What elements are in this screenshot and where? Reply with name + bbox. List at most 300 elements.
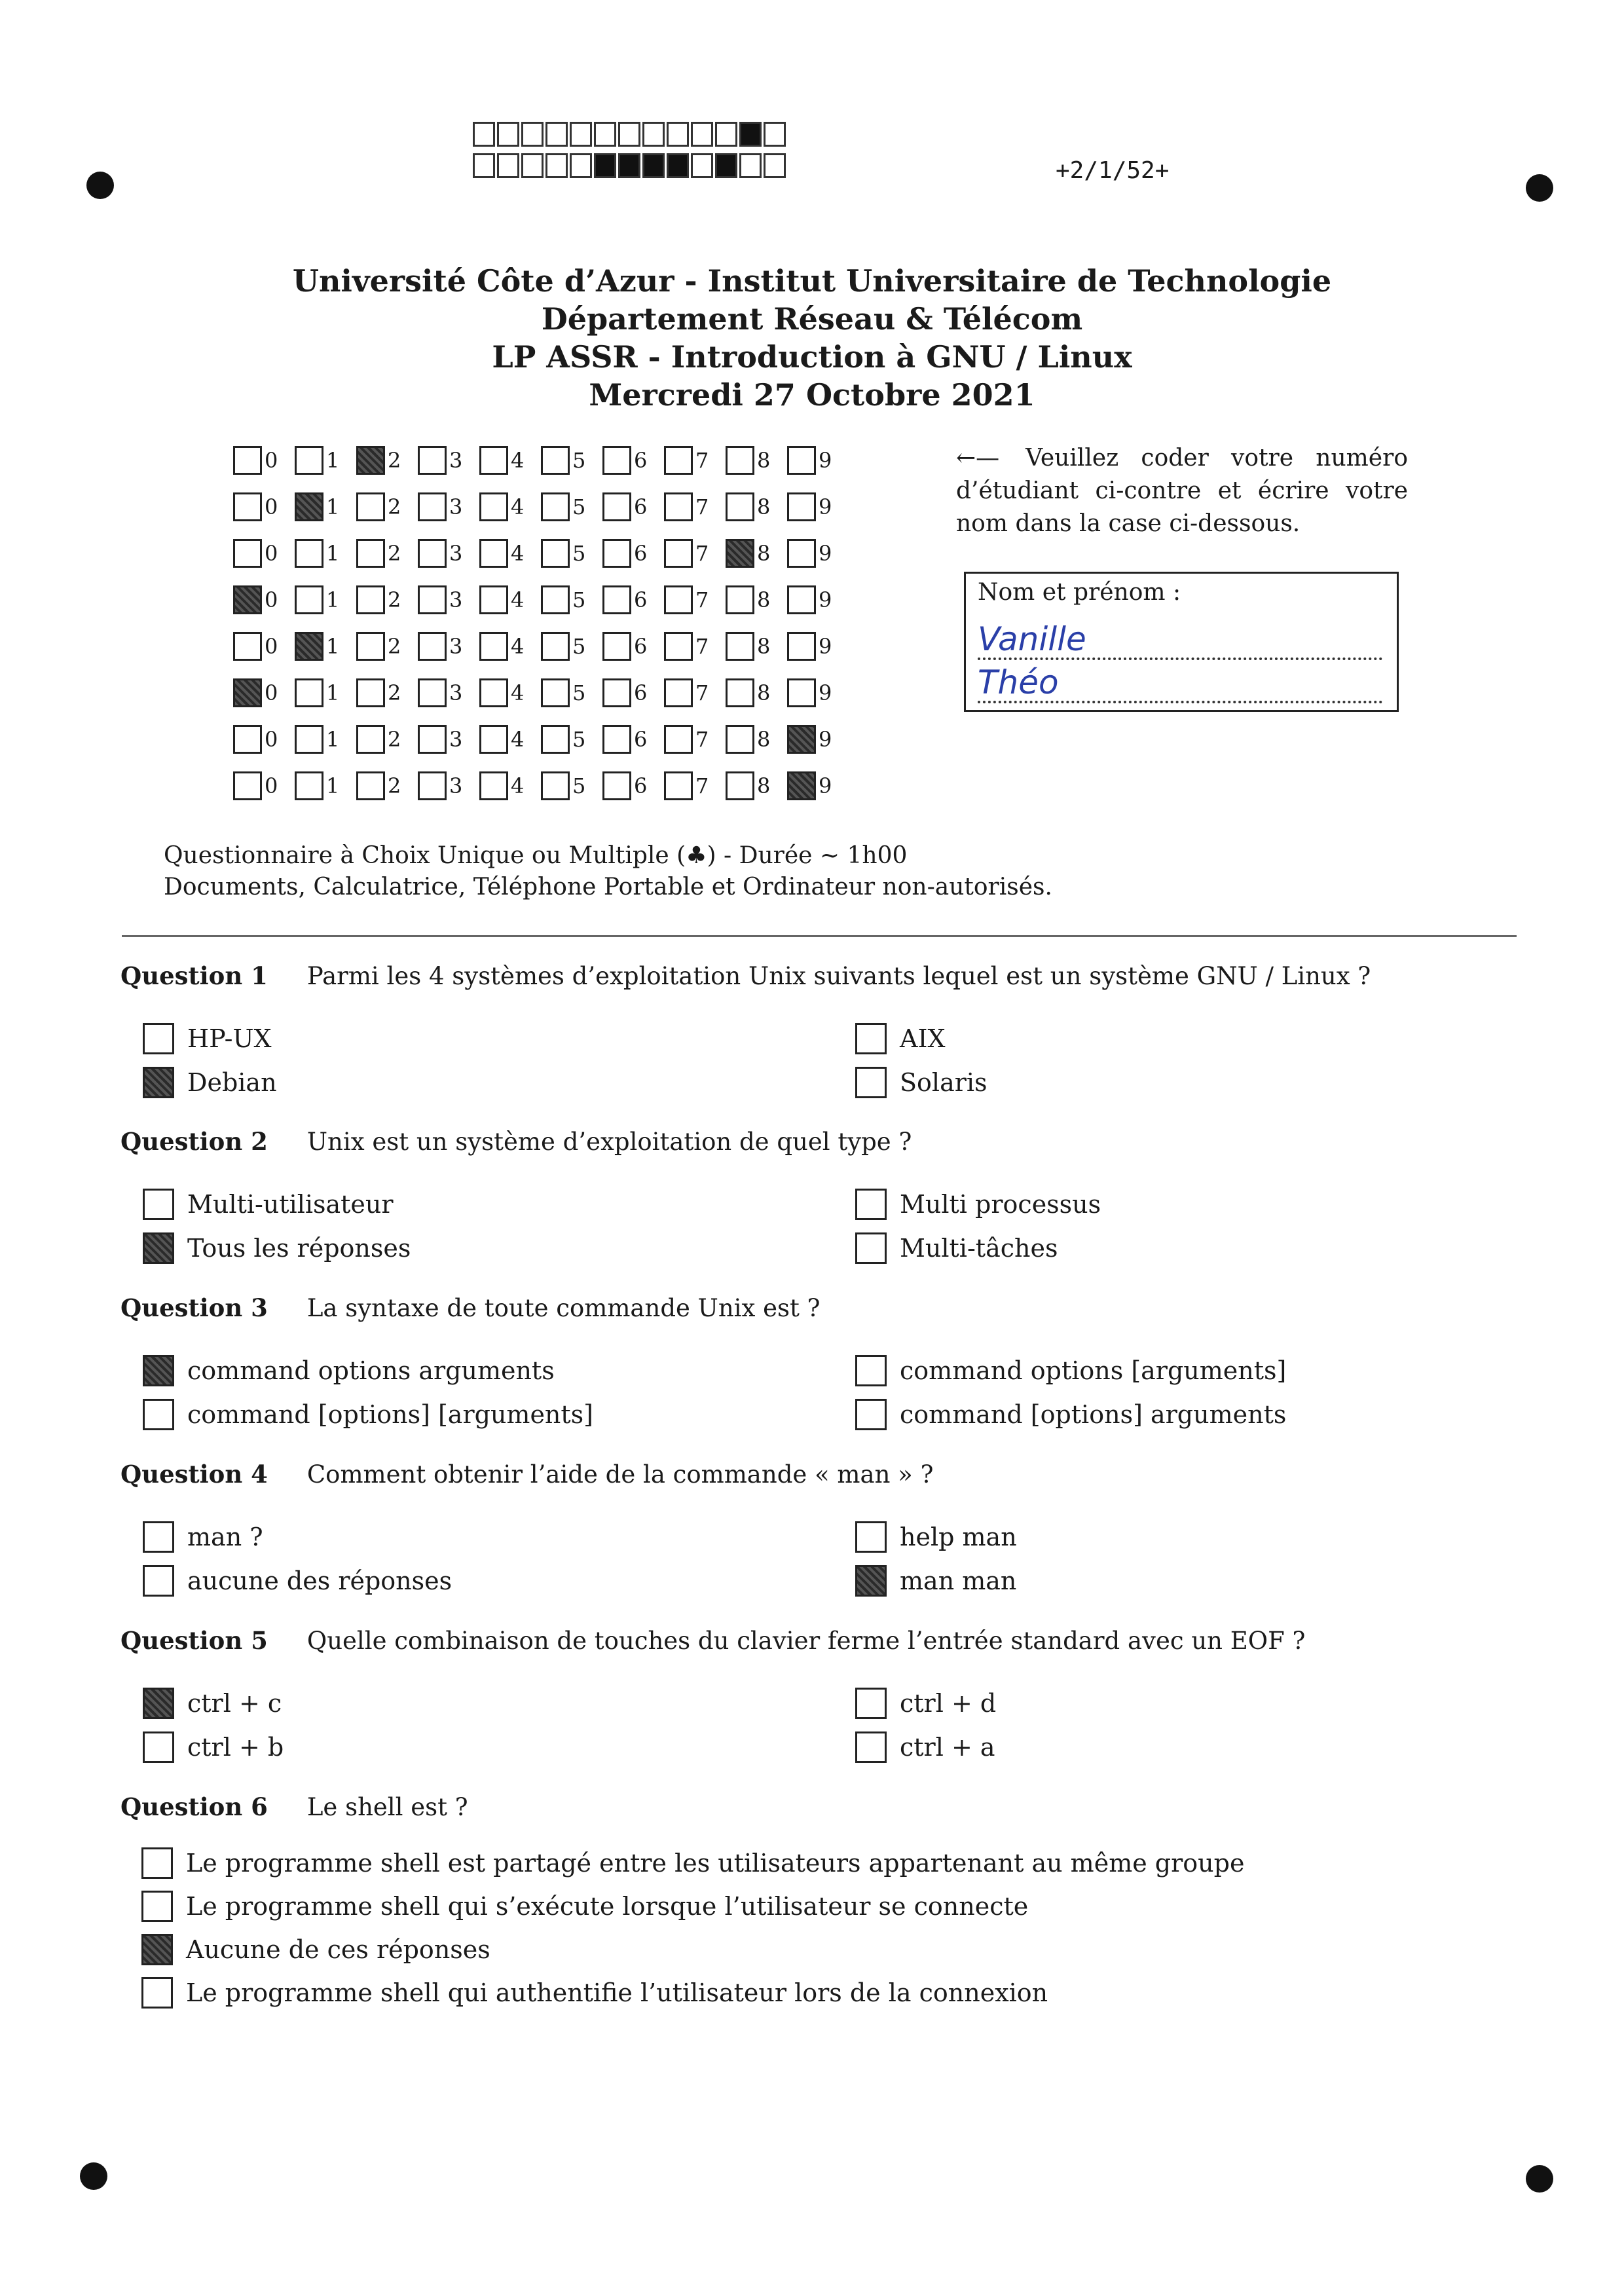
student-id-digit: 7 (695, 587, 709, 612)
student-id-digit: 2 (388, 541, 401, 566)
answer-option[interactable] (143, 1688, 282, 1719)
student-id-digit: 6 (634, 680, 648, 705)
answer-checkbox[interactable] (141, 1847, 173, 1879)
student-id-checkbox[interactable] (418, 446, 447, 475)
student-id-cell (602, 539, 664, 568)
answer-label: ctrl + d (900, 1689, 997, 1718)
student-id-digit: 0 (265, 494, 278, 519)
question-text: Le shell est ? (306, 1793, 468, 1821)
student-id-cell (418, 678, 479, 707)
student-id-cell (664, 632, 726, 661)
answer-option[interactable] (143, 1067, 277, 1098)
answer-option[interactable] (855, 1355, 1286, 1386)
question-title (120, 961, 1371, 990)
header-university: Université Côte d’Azur - Institut Universitaire de Technologie (292, 263, 1332, 299)
answer-option[interactable] (143, 1189, 394, 1220)
student-id-checkbox[interactable] (602, 585, 631, 614)
student-id-checkbox[interactable] (664, 585, 693, 614)
student-id-cell (479, 678, 541, 707)
answer-checkbox[interactable] (143, 1521, 174, 1553)
student-id-checkbox[interactable] (787, 492, 816, 521)
student-id-cell (233, 771, 295, 800)
student-id-cell (479, 539, 541, 568)
answer-option[interactable] (143, 1399, 593, 1430)
student-id-checkbox[interactable] (541, 585, 570, 614)
answer-label: AIX (900, 1024, 946, 1053)
student-id-checkbox[interactable] (602, 632, 631, 661)
student-id-checkbox[interactable] (664, 632, 693, 661)
student-id-cell (787, 771, 849, 800)
student-id-checkbox[interactable] (479, 539, 508, 568)
student-id-checkbox[interactable] (787, 585, 816, 614)
answer-option[interactable] (141, 1847, 1244, 1879)
student-id-checkbox[interactable] (233, 492, 262, 521)
student-id-digit: 9 (819, 448, 832, 473)
name-box-label: Nom et prénom : (978, 579, 1181, 606)
answer-label: Multi processus (900, 1190, 1101, 1219)
answer-label: command [options] arguments (900, 1400, 1287, 1429)
student-id-checkbox[interactable] (602, 446, 631, 475)
answer-option[interactable] (855, 1023, 946, 1054)
student-id-cell (602, 725, 664, 754)
student-id-digit: 6 (634, 634, 648, 659)
answer-checkbox[interactable] (143, 1731, 174, 1763)
student-id-cell (726, 771, 787, 800)
answer-label: Le programme shell est partagé entre les utilisateurs appartenant au même groupe (186, 1849, 1245, 1878)
student-id-cell (664, 725, 726, 754)
student-id-cell (418, 632, 479, 661)
answer-option[interactable] (141, 1891, 1028, 1922)
question-text: La syntaxe de toute commande Unix est ? (306, 1294, 821, 1322)
student-id-checkbox[interactable] (787, 725, 816, 754)
student-id-checkbox[interactable] (602, 771, 631, 800)
student-id-cell (541, 446, 602, 475)
student-id-checkbox[interactable] (787, 539, 816, 568)
answer-checkbox[interactable] (143, 1399, 174, 1430)
student-id-cell (233, 492, 295, 521)
student-id-digit: 5 (572, 494, 586, 519)
answer-label: Debian (187, 1068, 277, 1097)
student-id-cell (787, 585, 849, 614)
student-id-cell (664, 585, 726, 614)
student-id-cell (356, 585, 418, 614)
student-id-cell (418, 539, 479, 568)
student-id-checkbox[interactable] (295, 678, 323, 707)
question-title (120, 1127, 912, 1156)
student-id-cell (295, 446, 356, 475)
student-id-digit: 8 (757, 680, 771, 705)
student-id-cell (787, 725, 849, 754)
answer-checkbox[interactable] (143, 1023, 174, 1054)
student-id-digit: 4 (511, 494, 525, 519)
student-id-digit: 4 (511, 448, 525, 473)
student-id-checkbox[interactable] (233, 539, 262, 568)
student-id-cell (664, 771, 726, 800)
answer-checkbox-checked[interactable] (141, 1934, 173, 1965)
answer-label: Tous les réponses (187, 1234, 411, 1263)
question-text: Parmi les 4 systèmes d’exploitation Unix suivants lequel est un système GNU / Linux ? (306, 962, 1371, 990)
answer-option[interactable] (143, 1355, 555, 1386)
student-id-checkbox[interactable] (664, 678, 693, 707)
student-id-cell (787, 632, 849, 661)
answer-label: HP-UX (187, 1024, 272, 1053)
student-id-cell (664, 539, 726, 568)
student-id-checkbox[interactable] (356, 771, 385, 800)
answer-label: aucune des réponses (187, 1566, 452, 1595)
student-id-checkbox[interactable] (233, 585, 262, 614)
student-id-digit: 0 (265, 773, 278, 798)
student-id-digit: 2 (388, 727, 401, 752)
student-id-checkbox[interactable] (233, 446, 262, 475)
student-id-checkbox[interactable] (664, 771, 693, 800)
student-id-cell (356, 539, 418, 568)
student-id-cell (233, 725, 295, 754)
student-id-row (233, 769, 849, 802)
student-id-checkbox[interactable] (664, 725, 693, 754)
student-id-checkbox[interactable] (356, 725, 385, 754)
student-id-checkbox[interactable] (602, 539, 631, 568)
registration-mark-top-right (1526, 174, 1553, 202)
student-id-digit: 8 (757, 634, 771, 659)
student-id-checkbox[interactable] (356, 632, 385, 661)
student-id-digit: 6 (634, 773, 648, 798)
answer-option[interactable] (143, 1521, 263, 1553)
student-id-digit: 0 (265, 541, 278, 566)
student-id-digit: 3 (449, 494, 463, 519)
student-id-digit: 8 (757, 541, 771, 566)
student-id-checkbox[interactable] (479, 725, 508, 754)
student-id-digit: 7 (695, 634, 709, 659)
answer-option[interactable] (855, 1565, 1016, 1597)
header-department: Département Réseau & Télécom (541, 301, 1083, 337)
student-id-checkbox[interactable] (295, 771, 323, 800)
student-id-checkbox[interactable] (418, 725, 447, 754)
student-id-digit: 4 (511, 634, 525, 659)
divider (122, 935, 1517, 937)
student-id-digit: 3 (449, 541, 463, 566)
student-id-digit: 3 (449, 587, 463, 612)
answer-option[interactable] (855, 1688, 996, 1719)
student-id-checkbox[interactable] (356, 539, 385, 568)
student-id-checkbox[interactable] (726, 492, 754, 521)
student-id-cell (233, 539, 295, 568)
student-id-checkbox[interactable] (418, 632, 447, 661)
student-id-digit: 3 (449, 773, 463, 798)
student-id-checkbox[interactable] (726, 632, 754, 661)
answer-label: Solaris (900, 1068, 987, 1097)
student-id-digit: 8 (757, 448, 771, 473)
student-id-checkbox[interactable] (602, 678, 631, 707)
answer-checkbox[interactable] (143, 1189, 174, 1220)
student-id-checkbox[interactable] (233, 725, 262, 754)
student-id-digit: 4 (511, 541, 525, 566)
page-code: +2/1/52+ (1056, 157, 1170, 184)
student-id-cell (233, 678, 295, 707)
student-id-checkbox[interactable] (479, 632, 508, 661)
answer-option[interactable] (143, 1731, 284, 1763)
student-id-checkbox[interactable] (295, 492, 323, 521)
answer-checkbox[interactable] (141, 1891, 173, 1922)
student-id-digit: 5 (572, 448, 586, 473)
student-id-cell (664, 678, 726, 707)
student-id-digit: 2 (388, 448, 401, 473)
answer-checkbox[interactable] (855, 1521, 887, 1553)
answer-option[interactable] (141, 1934, 490, 1965)
student-id-digit: 2 (388, 773, 401, 798)
answer-checkbox[interactable] (855, 1023, 887, 1054)
student-id-checkbox[interactable] (541, 678, 570, 707)
answer-checkbox[interactable] (143, 1565, 174, 1597)
student-id-checkbox[interactable] (787, 678, 816, 707)
student-id-cell (233, 585, 295, 614)
student-id-checkbox[interactable] (418, 539, 447, 568)
student-id-cell (726, 446, 787, 475)
student-id-cell (726, 539, 787, 568)
student-id-checkbox[interactable] (295, 446, 323, 475)
student-id-checkbox[interactable] (233, 771, 262, 800)
student-id-checkbox[interactable] (664, 539, 693, 568)
student-id-checkbox[interactable] (418, 492, 447, 521)
student-id-cell (541, 492, 602, 521)
registration-mark-bottom-right (1526, 2165, 1553, 2193)
student-id-cell (541, 585, 602, 614)
student-id-digit: 0 (265, 727, 278, 752)
student-id-digit: 7 (695, 448, 709, 473)
student-id-digit: 0 (265, 680, 278, 705)
student-id-digit: 8 (757, 727, 771, 752)
student-id-checkbox[interactable] (418, 678, 447, 707)
name-box[interactable] (964, 572, 1399, 712)
header-date: Mercredi 27 Octobre 2021 (589, 377, 1035, 413)
question-number: Question 6 (120, 1792, 268, 1821)
student-id-cell (602, 492, 664, 521)
student-id-checkbox[interactable] (479, 446, 508, 475)
instruction-text: Veuillez coder votre numéro d’étudiant ci-contre et écrire votre nom dans la case ci-dessous. (956, 445, 1408, 537)
student-id-digit: 2 (388, 680, 401, 705)
student-id-cell (479, 771, 541, 800)
student-id-checkbox[interactable] (726, 725, 754, 754)
student-id-checkbox[interactable] (726, 446, 754, 475)
question-text: Comment obtenir l’aide de la commande « man » ? (306, 1460, 934, 1489)
header-course: LP ASSR - Introduction à GNU / Linux (492, 339, 1132, 375)
answer-checkbox[interactable] (855, 1688, 887, 1719)
student-id-digit: 5 (572, 541, 586, 566)
student-id-digit: 5 (572, 634, 586, 659)
student-id-digit: 2 (388, 634, 401, 659)
answer-checkbox-checked[interactable] (143, 1355, 174, 1386)
answer-label: ctrl + a (900, 1733, 995, 1762)
student-id-checkbox[interactable] (479, 492, 508, 521)
student-id-digit: 9 (819, 773, 832, 798)
student-id-checkbox[interactable] (602, 492, 631, 521)
answer-option[interactable] (141, 1977, 1048, 2009)
student-id-checkbox[interactable] (726, 585, 754, 614)
answer-checkbox-checked[interactable] (143, 1688, 174, 1719)
answer-option[interactable] (143, 1023, 272, 1054)
student-id-cell (233, 632, 295, 661)
student-id-cell (664, 446, 726, 475)
handwritten-first-name: Théo (978, 664, 1382, 703)
student-id-cell (602, 585, 664, 614)
student-id-checkbox[interactable] (541, 446, 570, 475)
student-id-digit: 0 (265, 634, 278, 659)
answer-option[interactable] (855, 1067, 987, 1098)
answer-option[interactable] (855, 1521, 1017, 1553)
student-id-digit: 6 (634, 727, 648, 752)
student-id-digit: 9 (819, 587, 832, 612)
student-id-checkbox[interactable] (356, 492, 385, 521)
answer-checkbox-checked[interactable] (143, 1232, 174, 1264)
question-number: Question 4 (120, 1460, 268, 1489)
answer-checkbox[interactable] (855, 1355, 887, 1386)
student-id-cell (356, 632, 418, 661)
student-id-cell (787, 678, 849, 707)
barcode-row-1 (473, 122, 788, 147)
student-id-checkbox[interactable] (602, 725, 631, 754)
answer-checkbox[interactable] (855, 1731, 887, 1763)
answer-label: Le programme shell qui s’exécute lorsque l’utilisateur se connecte (186, 1892, 1029, 1921)
student-id-checkbox[interactable] (356, 678, 385, 707)
student-id-checkbox[interactable] (233, 632, 262, 661)
student-id-cell (295, 539, 356, 568)
student-id-cell (479, 446, 541, 475)
answer-option[interactable] (855, 1731, 995, 1763)
answer-checkbox[interactable] (141, 1977, 173, 2009)
student-id-digit: 1 (326, 634, 340, 659)
answer-checkbox-checked[interactable] (855, 1565, 887, 1597)
student-id-digit: 6 (634, 448, 648, 473)
answer-checkbox[interactable] (855, 1189, 887, 1220)
student-id-cell (233, 446, 295, 475)
student-id-digit: 4 (511, 773, 525, 798)
student-id-checkbox[interactable] (726, 771, 754, 800)
student-id-checkbox[interactable] (787, 446, 816, 475)
answer-checkbox-checked[interactable] (143, 1067, 174, 1098)
question-number: Question 3 (120, 1293, 268, 1322)
student-id-digit: 4 (511, 587, 525, 612)
answer-checkbox[interactable] (855, 1399, 887, 1430)
student-id-checkbox[interactable] (726, 678, 754, 707)
student-id-digit: 5 (572, 727, 586, 752)
answer-label: command options [arguments] (900, 1356, 1287, 1385)
student-id-digit: 7 (695, 727, 709, 752)
student-id-cell (541, 539, 602, 568)
answer-option[interactable] (143, 1232, 411, 1264)
answer-label: command [options] [arguments] (187, 1400, 594, 1429)
student-id-checkbox[interactable] (541, 725, 570, 754)
student-id-cell (726, 632, 787, 661)
student-id-cell (418, 492, 479, 521)
student-id-digit: 7 (695, 773, 709, 798)
question-title (120, 1792, 468, 1821)
student-id-digit: 3 (449, 680, 463, 705)
student-id-digit: 1 (326, 727, 340, 752)
student-id-digit: 8 (757, 773, 771, 798)
student-id-cell (726, 725, 787, 754)
student-id-checkbox[interactable] (479, 771, 508, 800)
student-id-cell (479, 632, 541, 661)
student-id-cell (418, 725, 479, 754)
student-id-checkbox[interactable] (479, 678, 508, 707)
question-title (120, 1293, 821, 1322)
student-id-digit: 8 (757, 587, 771, 612)
student-id-cell (602, 632, 664, 661)
student-id-digit: 0 (265, 587, 278, 612)
student-id-checkbox[interactable] (541, 771, 570, 800)
student-id-checkbox[interactable] (479, 585, 508, 614)
student-id-cell (726, 678, 787, 707)
student-id-checkbox[interactable] (295, 632, 323, 661)
student-id-cell (295, 771, 356, 800)
student-id-cell (295, 678, 356, 707)
student-id-checkbox[interactable] (418, 771, 447, 800)
student-id-checkbox[interactable] (295, 539, 323, 568)
student-id-cell (418, 446, 479, 475)
handwritten-last-name: Vanille (978, 621, 1382, 660)
registration-mark-top-left (86, 172, 114, 199)
answer-checkbox[interactable] (855, 1067, 887, 1098)
student-id-cell (295, 632, 356, 661)
student-id-checkbox[interactable] (356, 446, 385, 475)
student-id-cell (787, 539, 849, 568)
student-id-cell (541, 725, 602, 754)
student-id-cell (356, 446, 418, 475)
answer-label: Multi-tâches (900, 1234, 1058, 1263)
student-id-row (233, 723, 849, 756)
student-id-checkbox[interactable] (418, 585, 447, 614)
student-id-digit: 1 (326, 494, 340, 519)
student-id-cell (602, 678, 664, 707)
student-id-cell (787, 492, 849, 521)
answer-checkbox[interactable] (855, 1232, 887, 1264)
student-id-digit: 9 (819, 494, 832, 519)
student-id-digit: 5 (572, 587, 586, 612)
question-number: Question 5 (120, 1626, 268, 1655)
answer-option[interactable] (143, 1565, 452, 1597)
student-id-cell (726, 585, 787, 614)
student-id-cell (479, 585, 541, 614)
student-id-cell (787, 446, 849, 475)
student-id-checkbox[interactable] (356, 585, 385, 614)
student-id-checkbox[interactable] (664, 446, 693, 475)
answer-option[interactable] (855, 1189, 1101, 1220)
answer-option[interactable] (855, 1232, 1058, 1264)
student-id-digit: 1 (326, 448, 340, 473)
student-id-checkbox[interactable] (541, 632, 570, 661)
student-id-checkbox[interactable] (541, 492, 570, 521)
student-id-checkbox[interactable] (664, 492, 693, 521)
student-id-row (233, 630, 849, 663)
student-id-digit: 6 (634, 494, 648, 519)
student-id-checkbox[interactable] (726, 539, 754, 568)
student-id-checkbox[interactable] (295, 585, 323, 614)
answer-label: Aucune de ces réponses (186, 1935, 490, 1964)
answer-option[interactable] (855, 1399, 1286, 1430)
student-id-digit: 7 (695, 541, 709, 566)
answer-label: Le programme shell qui authentifie l’utilisateur lors de la connexion (186, 1978, 1048, 2007)
student-id-digit: 5 (572, 773, 586, 798)
student-id-digit: 5 (572, 680, 586, 705)
answer-label: help man (900, 1523, 1017, 1551)
student-id-cell (664, 492, 726, 521)
student-id-checkbox[interactable] (295, 725, 323, 754)
student-id-checkbox[interactable] (233, 678, 262, 707)
student-id-checkbox[interactable] (541, 539, 570, 568)
student-id-cell (418, 771, 479, 800)
student-id-checkbox[interactable] (787, 771, 816, 800)
student-id-checkbox[interactable] (787, 632, 816, 661)
question-title (120, 1460, 933, 1489)
